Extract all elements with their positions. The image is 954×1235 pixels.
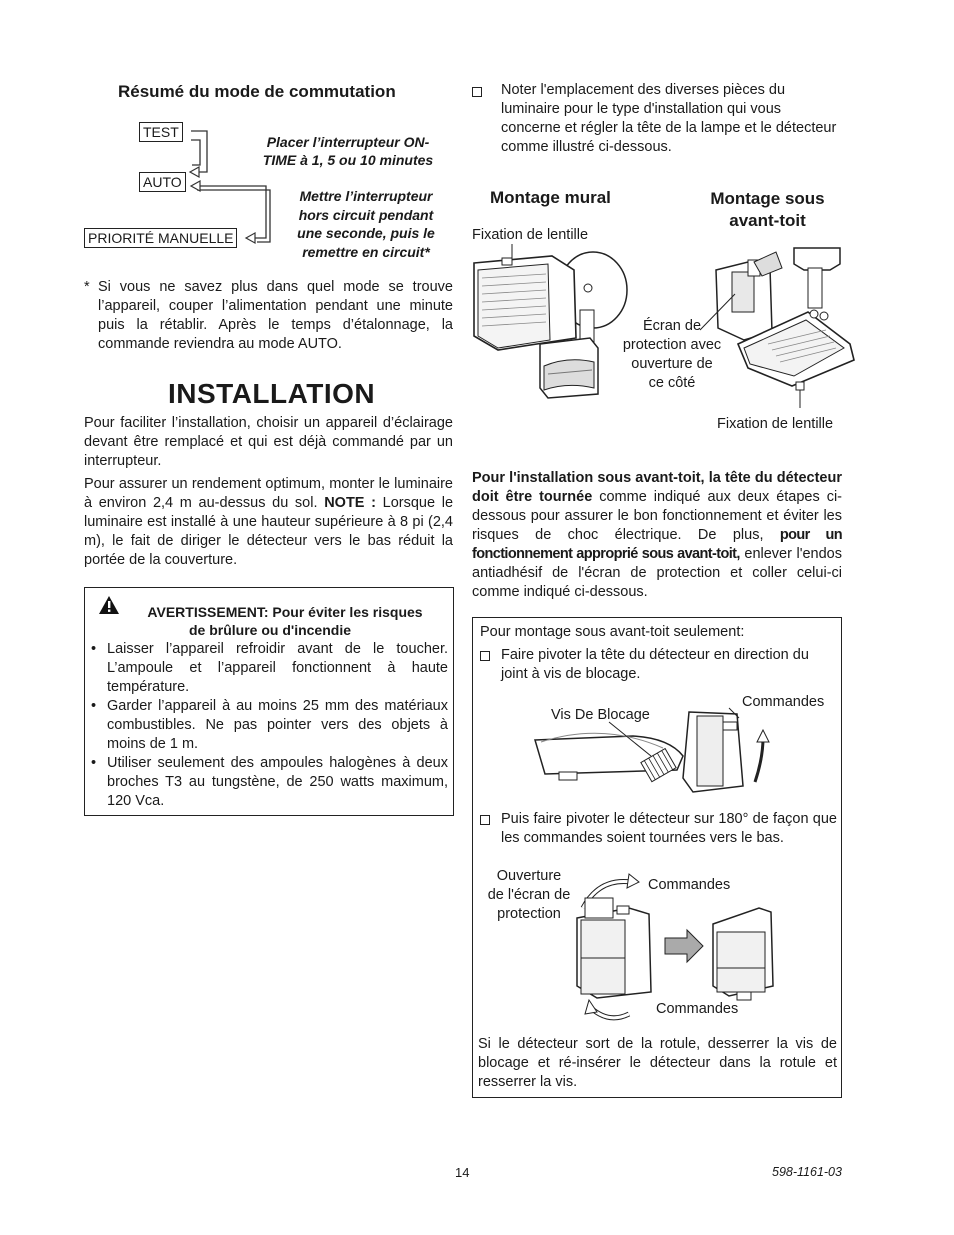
shield-opening-line2: de l'écran de (487, 887, 571, 903)
controls-label-1: Commandes (742, 694, 825, 710)
eave-final-note: Si le détecteur sort de la rotule, desserrer la vis de blocage et ré-insérer le détecteur dans la rotule et resserrer la vis. (478, 1036, 837, 1090)
eave-para-normal2: enlever l'endos antiadhésif de l'écran de protection et coller celui-ci comme indiqué ci-dessous. (472, 546, 842, 600)
warning-item: • Garder l’appareil à au moins 25 mm des matériaux combustibles. Ne pas pointer vers des objets à moins de 1 m. (87, 697, 448, 754)
lens-clip-label-bottom: Fixation de lentille (717, 416, 834, 432)
test-label: TEST (139, 122, 183, 142)
shield-opening-line3: protection (497, 906, 561, 922)
note-off-line3: une seconde, puis le (297, 225, 435, 241)
shield-label-line1: Écran de (642, 318, 702, 334)
checkbox-icon (480, 815, 490, 825)
eave-step1: Faire pivoter la tête du détecteur en direction du joint à vis de blocage. (501, 647, 809, 682)
mode-summary-title: Résumé du mode de commutation (118, 82, 396, 101)
warning-item: • Utiliser seulement des ampoules halogènes à deux broches T3 au tungstène, de 250 watts maximum, 120 Vca. (87, 754, 448, 811)
shield-label-line4: ce côté (648, 375, 696, 391)
document-code: 598-1161-03 (772, 1165, 842, 1179)
eave-instruction-box (472, 617, 842, 1098)
intro-text: Noter l'emplacement des diverses pièces du luminaire pour le type d'installation qui vous concerne et régler la tête de la lampe et le détecteur comme illustré ci-dessous. (501, 82, 837, 155)
rotate-head-illustration (533, 708, 793, 798)
eave-box-header: Pour montage sous avant-toit seulement: (480, 624, 745, 640)
note-off-line4: remettre en circuit* (302, 243, 430, 260)
install-para1: Pour faciliter l’installation, choisir un appareil d’éclairage devant être remplacé et qui est déjà commandé par un interrupteur. (84, 415, 453, 469)
shield-opening-label (477, 867, 581, 924)
installation-title: INSTALLATION (168, 378, 376, 409)
warning-title-line1: AVERTISSEMENT: Pour éviter les risques (147, 604, 423, 620)
controls-label-3: Commandes (656, 1001, 739, 1017)
note-ontime-line2: TIME à 1, 5 ou 10 minutes (262, 152, 434, 168)
shield-label-line2: protection avec (622, 337, 722, 353)
lock-screw-label: Vis De Blocage (551, 707, 650, 723)
shield-opening-line1: Ouverture (496, 868, 562, 884)
auto-label: AUTO (139, 172, 186, 192)
footnote-text: Si vous ne savez plus dans quel mode se trouve l’appareil, couper l’alimentation pendant une minute puis la rétablir. Après le temps d’étalonnage, la commande reviendra au mode AUTO. (98, 279, 453, 352)
eave-para-normal1: comme indiqué aux deux étapes ci-dessous pour assurer le bon fonctionnement et éviter les risques de choc électrique. De plus, (472, 489, 842, 543)
eave-title-line2: avant-toit (729, 211, 806, 230)
install-para2-note: NOTE : (324, 495, 376, 511)
eave-title-line1: Montage sous (710, 189, 825, 208)
install-para2-start: Pour assurer un rendement optimum, monter le luminaire à environ 2,4 m au-dessus du sol. (84, 476, 453, 511)
eave-para-bold1: Pour l'installation sous avant-toit, la tête du détecteur doit être tournée (472, 470, 842, 505)
checkbox-icon (480, 651, 490, 661)
footnote-star: * (84, 279, 90, 295)
eave-para-bold2: pour un fonctionnement approprié sous avant-toit, (472, 527, 842, 562)
note-off-line2: hors circuit pendant (298, 206, 434, 223)
eave-paragraph (472, 469, 842, 602)
warning-title-line2: de brûlure ou d'incendie (188, 622, 351, 638)
page-number: 14 (455, 1165, 470, 1180)
eave-step2: Puis faire pivoter le détecteur sur 180° de façon que les commandes soient tournées vers le bas. (501, 811, 837, 846)
flip-sensor-illustration (569, 868, 829, 1008)
shield-label-line3: ouverture de (631, 356, 713, 372)
wall-mount-title: Montage mural (490, 188, 611, 207)
note-ontime-line1: Placer l’interrupteur ON- (266, 134, 430, 150)
install-para2-end: Lorsque le luminaire est installé à une hauteur supérieure à 8 pi (2,4 m), le fait de diriger le détecteur vers le bas réduit la portée de la couverture. (84, 495, 454, 568)
note-off-line1: Mettre l’interrupteur (299, 188, 433, 204)
controls-label-2: Commandes (648, 877, 731, 893)
warning-item: • Laisser l’appareil refroidir avant de le toucher. L’ampoule et l’appareil fonctionnent à haute température. (87, 640, 448, 697)
lens-clip-label-top: Fixation de lentille (472, 227, 589, 243)
manual-priority-label: PRIORITÉ MANUELLE (84, 228, 237, 248)
